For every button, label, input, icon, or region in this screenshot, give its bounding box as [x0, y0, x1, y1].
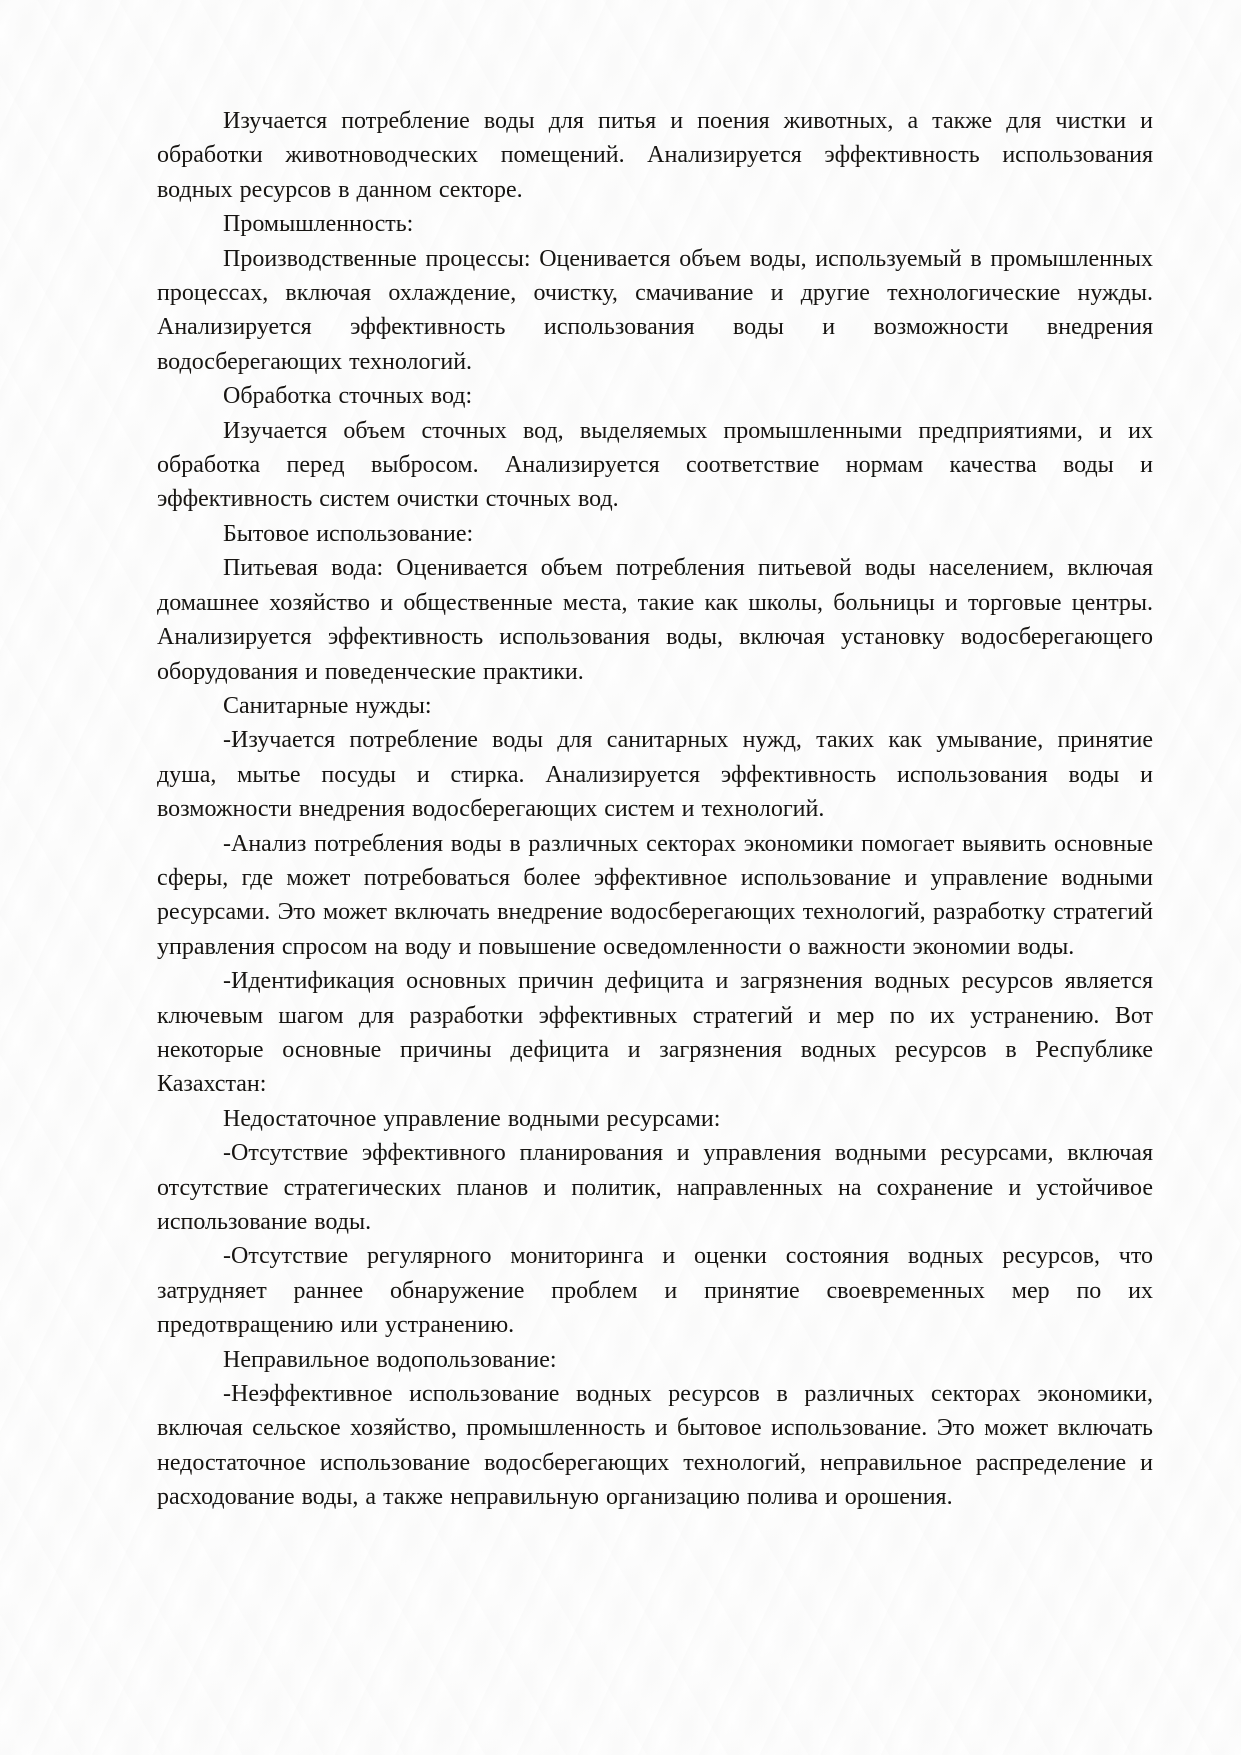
heading-sanitary-needs: Санитарные нужды:	[223, 692, 432, 719]
paragraph-livestock-water-use: Изучается потребление воды для питья и поения животных, а также для чистки и обработки животноводческих помещений. Анализируется эффективность использования водных ресурсов в данном секторе.	[157, 108, 1153, 203]
paragraph-cause-identification: -Идентификация основных причин дефицита и загрязнения водных ресурсов является ключевым шагом для разработки эффективных стратегий и мер по их устранению. Вот некоторые основные причины дефицита и загрязнения водных ресурсов в Республике Казахстан:	[157, 968, 1153, 1098]
heading-household-use: Бытовое использование:	[223, 520, 474, 547]
heading-wastewater-treatment: Обработка сточных вод:	[223, 383, 473, 410]
heading-insufficient-management: Недостаточное управление водными ресурсами:	[223, 1105, 721, 1132]
paragraph-drinking-water: Питьевая вода: Оценивается объем потребления питьевой воды населением, включая домашнее хозяйство и общественные места, такие как школы, больницы и торговые центры. Анализируется эффективность использования воды, включая установку водосберегающего оборудования и поведенческие практики.	[157, 555, 1153, 685]
heading-improper-water-use: Неправильное водопользование:	[223, 1346, 557, 1373]
paragraph-inefficient-use: -Неэффективное использование водных ресурсов в различных секторах экономики, включая сельское хозяйство, промышленность и бытовое использование. Это может включать недостаточное использование водосберегающих технологий, неправильное распределение и расходование воды, а также неправильную организацию полива и орошения.	[157, 1381, 1153, 1511]
paragraph-lack-of-planning: -Отсутствие эффективного планирования и управления водными ресурсами, включая отсутствие стратегических планов и политик, направленных на сохранение и устойчивое использование воды.	[157, 1140, 1153, 1235]
paragraph-wastewater-volume: Изучается объем сточных вод, выделяемых промышленными предприятиями, и их обработка перед выбросом. Анализируется соответствие нормам качества воды и эффективность систем очистки сточных вод.	[157, 417, 1153, 513]
paragraph-sector-analysis: -Анализ потребления воды в различных секторах экономики помогает выявить основные сферы, где может потребоваться более эффективное использование и управление водными ресурсами. Это может включать внедрение водосберегающих технологий, разработку стратегий управления спросом на воду и повышение осведомленности о важности экономии воды.	[157, 830, 1153, 960]
heading-industry: Промышленность:	[223, 211, 414, 238]
document-body	[157, 104, 1153, 1515]
paragraph-lack-of-monitoring: -Отсутствие регулярного мониторинга и оценки состояния водных ресурсов, что затрудняет раннее обнаружение проблем и принятие своевременных мер по их предотвращению или устранению.	[157, 1243, 1153, 1339]
paragraph-production-processes: Производственные процессы: Оценивается объем воды, используемый в промышленных процессах, включая охлаждение, очистку, смачивание и другие технологические нужды. Анализируется эффективность использования воды и возможности внедрения водосберегающих технологий.	[157, 245, 1153, 375]
paragraph-sanitary-consumption: -Изучается потребление воды для санитарных нужд, таких как умывание, принятие душа, мытье посуды и стирка. Анализируется эффективность использования воды и возможности внедрения водосберегающих систем и технологий.	[157, 727, 1153, 823]
